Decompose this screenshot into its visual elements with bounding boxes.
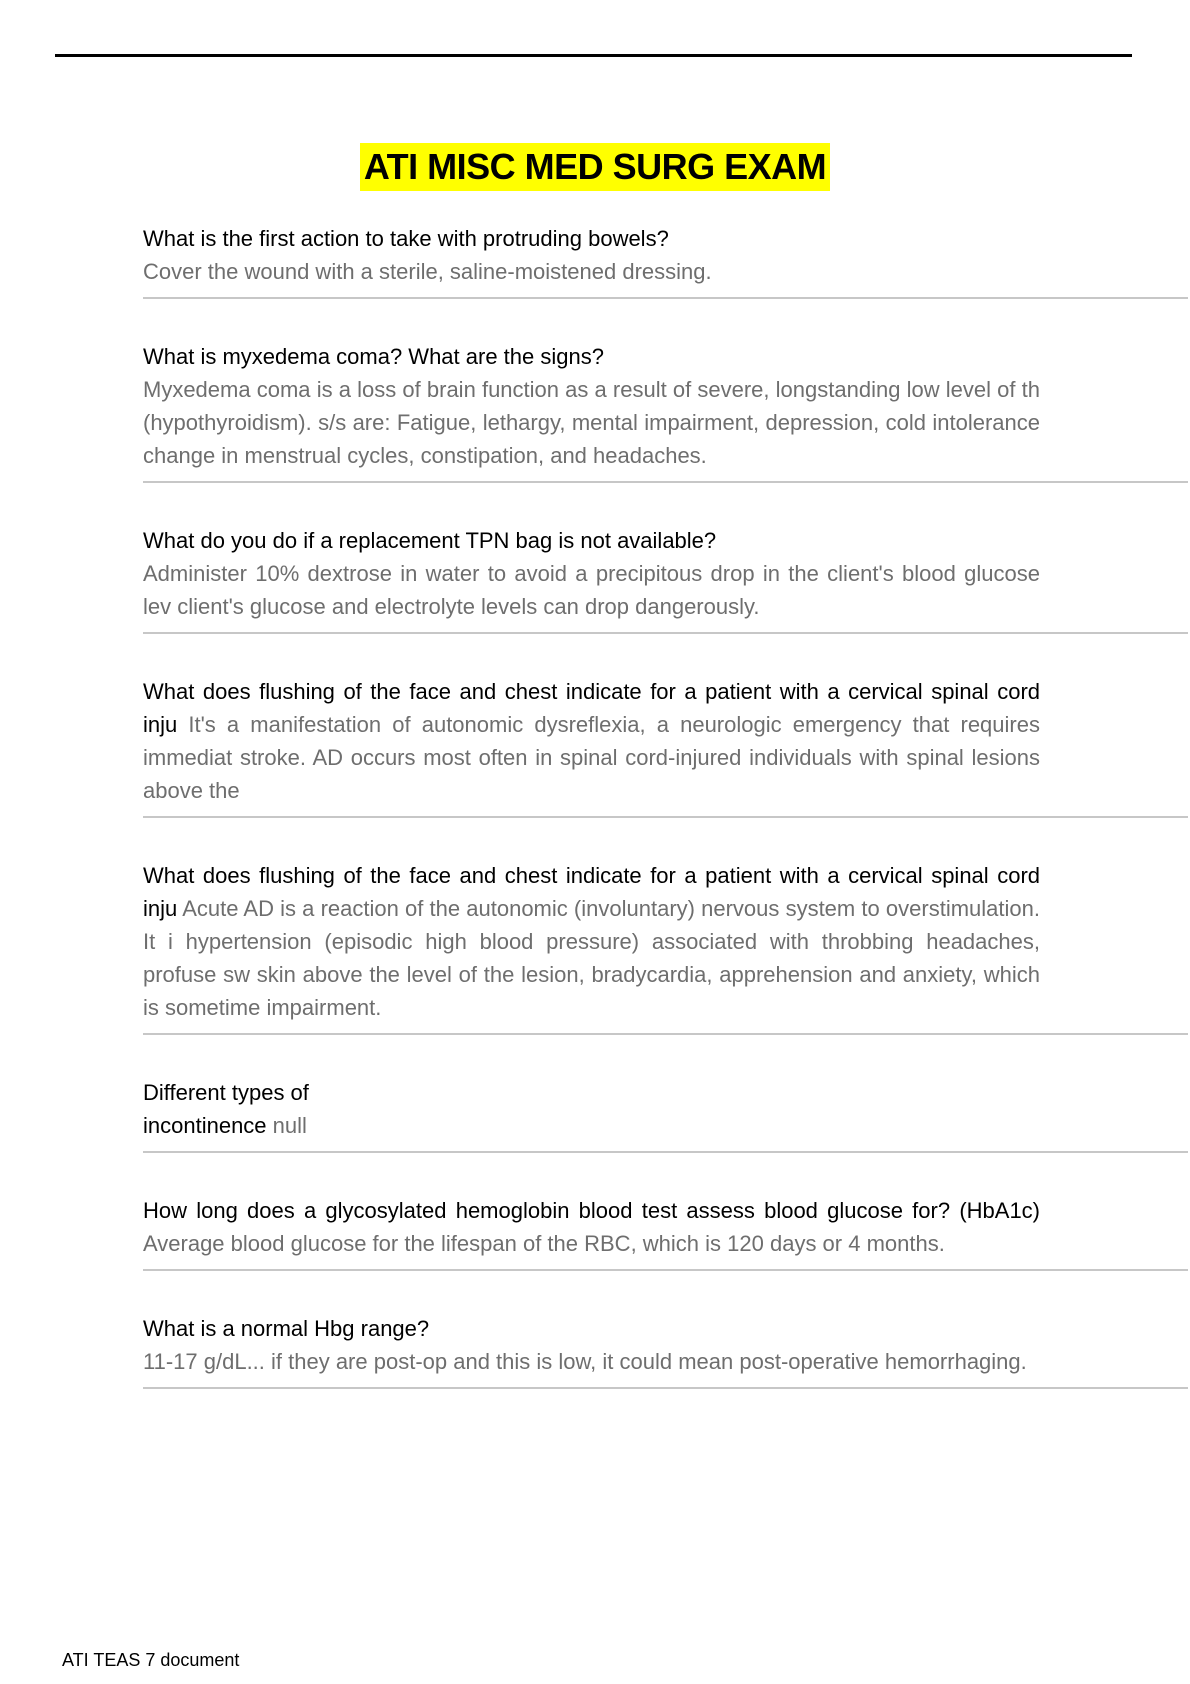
answer: Acute AD is a reaction of the autonomic (involuntary) nervous system to overstimulation. It i hypertension (episodic high blood pressure) associated with throbbing headaches, profuse sw skin above the level of the lesion, bradycardia, apprehension and anxiety, which is sometime impairment. — [143, 896, 1040, 1020]
question: What do you do if a replacement TPN bag is not available? — [143, 528, 717, 553]
answer: It's a manifestation of autonomic dysreflexia, a neurologic emergency that requires immediat stroke. AD occurs most often in spinal cord-injured individuals with spinal lesions above the — [143, 712, 1040, 803]
title-container — [0, 143, 1190, 191]
qa-item-5 — [143, 859, 1040, 1032]
qa-list — [143, 222, 1040, 1430]
question-line-2: incontinence — [143, 1113, 267, 1138]
qa-item-3 — [143, 524, 1040, 631]
qa-item-7 — [143, 1194, 1040, 1268]
question: How long does a glycosylated hemoglobin blood test assess blood glucose for? (HbA1c) — [143, 1198, 1040, 1223]
document-title: ATI MISC MED SURG EXAM — [360, 143, 830, 191]
qa-item-1 — [143, 222, 1040, 296]
qa-item-8 — [143, 1312, 1040, 1386]
question: What is a normal Hbg range? — [143, 1316, 430, 1341]
question: What does flushing of the face and chest indicate for a patient with a cervical spinal cord inju — [143, 863, 1040, 921]
qa-item-4 — [143, 675, 1040, 815]
answer: 11-17 g/dL... if they are post-op and this is low, it could mean post-operative hemorrhaging. — [143, 1349, 1027, 1374]
question: What does flushing of the face and chest indicate for a patient with a cervical spinal cord inju — [143, 679, 1040, 737]
question: What is myxedema coma? What are the signs? — [143, 344, 604, 369]
header-rule — [55, 54, 1132, 57]
answer: Administer 10% dextrose in water to avoid a precipitous drop in the client's blood glucose lev client's glucose and electrolyte levels can drop dangerously. — [143, 561, 1040, 619]
answer: null — [272, 1113, 307, 1138]
question: What is the first action to take with protruding bowels? — [143, 226, 669, 251]
qa-item-2 — [143, 340, 1040, 480]
answer: Myxedema coma is a loss of brain function as a result of severe, longstanding low level of th (hypothyroidism). s/s are: Fatigue, lethargy, mental impairment, depression, cold intolerance change in menstrual cycles, constipation, and headaches. — [143, 377, 1040, 468]
page-footer: ATI TEAS 7 document — [62, 1650, 240, 1670]
answer: Cover the wound with a sterile, saline-moistened dressing. — [143, 259, 712, 284]
question-line-1: Different types of — [143, 1080, 309, 1105]
answer: Average blood glucose for the lifespan of the RBC, which is 120 days or 4 months. — [143, 1231, 945, 1256]
qa-item-6 — [143, 1076, 1040, 1150]
